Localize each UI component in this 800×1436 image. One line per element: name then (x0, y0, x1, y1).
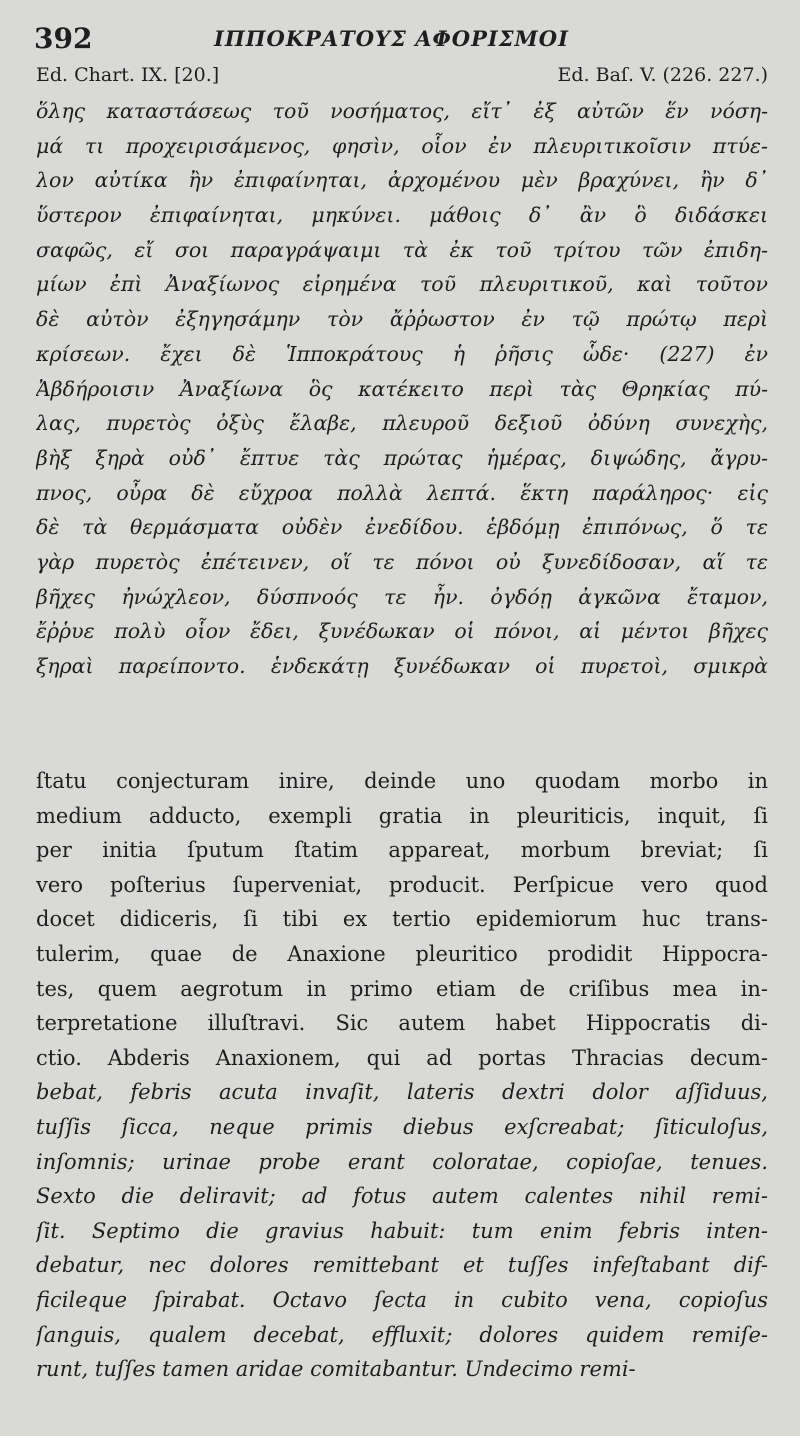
greek-text-line: μίων ἐπὶ Ἀναξίωνος εἰρημένα τοῦ πλευριτικοῦ, καὶ τοῦτον (36, 272, 768, 297)
greek-text-line: ἔῤῥυε πολὺ οἷον ἔδει, ξυνέδωκαν οἱ πόνοι, αἱ μέντοι βῆχες (36, 619, 768, 644)
greek-text-line: λας, πυρετὸς ὀξὺς ἔλαβε, πλευροῦ δεξιοῦ ὀδύνη συνεχὴς, (36, 411, 768, 436)
latin-text-line: ſanguis, qualem decebat, effluxit; dolores quidem remiſe- (36, 1322, 768, 1347)
latin-text-line: bebat, febris acuta invaſit, lateris dextri dolor aſſiduus, (36, 1080, 768, 1105)
latin-text-line: ficileque ſpirabat. Octavo ſecta in cubito vena, copioſus (36, 1287, 768, 1312)
greek-text-line: βῆχες ἠνώχλεον, δύσπνοός τε ἦν. ὀγδόῃ ἀγκῶνα ἔταμον, (36, 584, 768, 609)
greek-text-line: πνος, οὖρα δὲ εὔχροα πολλὰ λεπτά. ἕκτη παράληρος· εἰς (36, 480, 768, 505)
edition-reference-basel: Ed. Baſ. V. (226. 227.) (557, 64, 768, 86)
greek-text-line: κρίσεων. ἔχει δὲ Ἱπποκράτους ἡ ῥῆσις ὧδε· (227) ἐν (36, 341, 768, 366)
greek-text-line: μά τι προχειρισάμενος, φησὶν, οἷον ἐν πλευριτικοῖσιν πτύε- (36, 133, 768, 158)
running-head (34, 22, 774, 58)
latin-text-line: inſomnis; urinae probe erant coloratae, copioſae, tenues. (36, 1149, 768, 1174)
edition-reference-chartier: Ed. Chart. IX. [20.] (36, 64, 220, 86)
latin-text-line: vero poſterius ſuperveniat, producit. Perſpicue vero quod (36, 872, 768, 897)
latin-text-line: per initia ſputum ſtatim appareat, morbum breviat; ſi (36, 838, 768, 863)
greek-text-line: σαφῶς, εἴ σοι παραγράψαιμι τὰ ἐκ τοῦ τρίτου τῶν ἐπιδη- (36, 237, 768, 262)
greek-text-line: ὕστερον ἐπιφαίνηται, μηκύνει. μάθοις δ᾽ ἂν ὃ διδάσκει (36, 203, 768, 228)
latin-text-line: tes, quem aegrotum in primo etiam de criſibus mea in- (36, 976, 768, 1001)
latin-text-line: terpretatione illuſtravi. Sic autem habet Hippocratis di- (36, 1011, 768, 1036)
latin-text-line: docet didiceris, ſi tibi ex tertio epidemiorum huc trans- (36, 907, 768, 932)
greek-text-line: ξηραὶ παρείποντο. ἑνδεκάτῃ ξυνέδωκαν οἱ πυρετοὶ, σμικρὰ (36, 654, 768, 678)
latin-text-line: runt, tuſſes tamen aridae comitabantur. Undecimo remi- (36, 1357, 636, 1382)
page-number: 392 (34, 22, 93, 55)
latin-text-block (36, 764, 768, 1387)
latin-text-line: Sexto die deliravit; ad fotus autem calentes nihil remi- (36, 1184, 768, 1209)
latin-text-line: tuſſis ſicca, neque primis diebus exſcreabat; ſiticuloſus, (36, 1114, 768, 1139)
latin-text-line: ctio. Abderis Anaxionem, qui ad portas Thracias decum- (36, 1045, 768, 1070)
latin-text-line: ſtatu conjecturam inire, deinde uno quodam morbo in (36, 769, 768, 793)
greek-text-line: ὅλης καταστάσεως τοῦ νοσήματος, εἴτ᾽ ἐξ αὐτῶν ἕν νόση- (36, 99, 768, 123)
latin-text-line: medium adducto, exempli gratia in pleuriticis, inquit, ſi (36, 803, 768, 828)
edition-line (36, 64, 768, 92)
greek-text-line: δὲ αὐτὸν ἐξηγησάμην τὸν ἄῤῥωστον ἐν τῷ πρώτῳ περὶ (36, 307, 768, 332)
latin-text-line: ſit. Septimo die gravius habuit: tum enim febris inten- (36, 1218, 768, 1243)
greek-text-line: Ἀβδήροισιν Ἀναξίωνα ὃς κατέκειτο περὶ τὰς Θρηκίας πύ- (36, 376, 768, 401)
greek-text-block (36, 94, 768, 684)
latin-text-line: tulerim, quae de Anaxione pleuritico prodidit Hippocra- (36, 941, 768, 966)
greek-text-line: δὲ τὰ θερμάσματα οὐδὲν ἐνεδίδου. ἑβδόμῃ ἐπιπόνως, ὅ τε (36, 515, 768, 540)
greek-text-line: λον αὐτίκα ἢν ἐπιφαίνηται, ἀρχομένου μὲν βραχύνει, ἢν δ᾽ (36, 168, 768, 193)
greek-text-line: γὰρ πυρετὸς ἐπέτεινεν, οἵ τε πόνοι οὐ ξυνεδίδοσαν, αἵ τε (36, 549, 768, 574)
latin-text-line: debatur, nec dolores remittebant et tuſſes infeſtabant dif- (36, 1253, 768, 1278)
greek-text-line: βὴξ ξηρὰ οὐδ᾽ ἔπτυε τὰς πρώτας ἡμέρας, διψώδης, ἄγρυ- (36, 445, 768, 470)
running-title: ΙΠΠΟΚΡΑΤΟΥΣ ΑΦΟΡΙΣΜΟΙ (214, 26, 569, 51)
